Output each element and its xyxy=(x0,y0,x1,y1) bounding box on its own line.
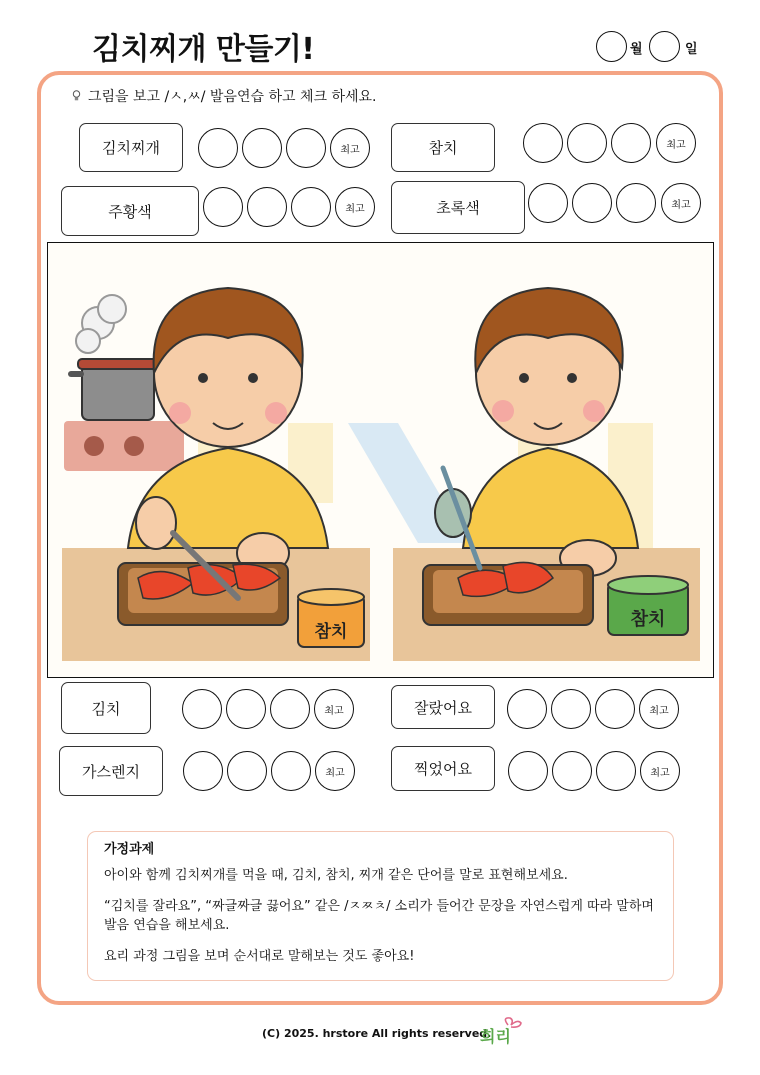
practice-circle[interactable] xyxy=(226,689,266,729)
homework-title: 가정과제 xyxy=(104,842,155,857)
practice-circle[interactable] xyxy=(523,123,563,163)
brand-logo xyxy=(478,1015,530,1049)
best-circle[interactable]: 최고 xyxy=(330,128,370,168)
practice-circle[interactable] xyxy=(567,123,607,163)
day-circle[interactable] xyxy=(649,31,680,62)
word-card-jallasseoyo[interactable]: 잘랐어요 xyxy=(391,685,495,729)
word-card-kimchi[interactable]: 김치 xyxy=(61,682,151,734)
practice-circle[interactable] xyxy=(551,689,591,729)
can-label-left: 참치 xyxy=(314,622,348,642)
cooking-illustration xyxy=(47,242,714,678)
word-card-chamchi[interactable]: 참치 xyxy=(391,123,495,172)
month-circle[interactable] xyxy=(596,31,627,62)
tuna-can-right xyxy=(608,576,688,635)
practice-circle[interactable] xyxy=(572,183,612,223)
month-label: 월 xyxy=(630,42,643,57)
practice-circle[interactable] xyxy=(611,123,651,163)
homework-line: 아이와 함께 김치찌개를 먹을 때, 김치, 참치, 찌개 같은 단어를 말로 표현해보세요. xyxy=(104,868,568,883)
instruction-text: 그림을 보고 /ㅅ,ㅆ/ 발음연습 하고 체크 하세요. xyxy=(88,89,377,105)
best-circle[interactable]: 최고 xyxy=(640,751,680,791)
logo-text: 희리 xyxy=(480,1027,511,1046)
best-circle[interactable]: 최고 xyxy=(315,751,355,791)
practice-circle[interactable] xyxy=(286,128,326,168)
homework-line: 요리 과정 그림을 보며 순서대로 말해보는 것도 좋아요! xyxy=(104,949,415,964)
practice-circle[interactable] xyxy=(616,183,656,223)
practice-circle[interactable] xyxy=(508,751,548,791)
practice-circle[interactable] xyxy=(596,751,636,791)
word-card-jjigeosseoyo[interactable]: 찍었어요 xyxy=(391,746,495,791)
tuna-can-left xyxy=(298,589,364,647)
practice-circle[interactable] xyxy=(528,183,568,223)
best-circle[interactable]: 최고 xyxy=(335,187,375,227)
practice-circle[interactable] xyxy=(227,751,267,791)
practice-circle[interactable] xyxy=(270,689,310,729)
practice-circle[interactable] xyxy=(182,689,222,729)
pot xyxy=(82,365,154,420)
day-label: 일 xyxy=(685,42,698,57)
practice-circle[interactable] xyxy=(242,128,282,168)
practice-circle[interactable] xyxy=(183,751,223,791)
practice-circle[interactable] xyxy=(595,689,635,729)
practice-circle[interactable] xyxy=(507,689,547,729)
instruction xyxy=(72,86,376,106)
word-card-juhwangsaek[interactable]: 주황색 xyxy=(61,186,199,236)
practice-circle[interactable] xyxy=(271,751,311,791)
best-circle[interactable]: 최고 xyxy=(314,689,354,729)
best-circle[interactable]: 최고 xyxy=(639,689,679,729)
practice-circle[interactable] xyxy=(291,187,331,227)
page-title: 김치찌개 만들기! xyxy=(92,32,315,67)
illustration-svg xyxy=(48,243,714,678)
practice-circle[interactable] xyxy=(552,751,592,791)
word-card-kimchi-jjigae[interactable]: 김치찌개 xyxy=(79,123,183,172)
word-card-gaseurenji[interactable]: 가스렌지 xyxy=(59,746,163,796)
lightbulb-icon xyxy=(72,90,81,102)
homework-line: “김치를 잘라요”, “짜글짜글 끓어요” 같은 /ㅈㅉㅊ/ 소리가 들어간 문장을 자연스럽게 따라 말하며 발음 연습을 해보세요. xyxy=(104,899,654,933)
best-circle[interactable]: 최고 xyxy=(656,123,696,163)
homework-box xyxy=(87,831,674,981)
word-card-chorokseak[interactable]: 초록색 xyxy=(391,181,525,234)
copyright: (C) 2025. hrstore All rights reserved. xyxy=(262,1027,492,1040)
best-circle[interactable]: 최고 xyxy=(661,183,701,223)
practice-circle[interactable] xyxy=(198,128,238,168)
can-label-right: 참치 xyxy=(630,609,666,630)
practice-circle[interactable] xyxy=(247,187,287,227)
practice-circle[interactable] xyxy=(203,187,243,227)
